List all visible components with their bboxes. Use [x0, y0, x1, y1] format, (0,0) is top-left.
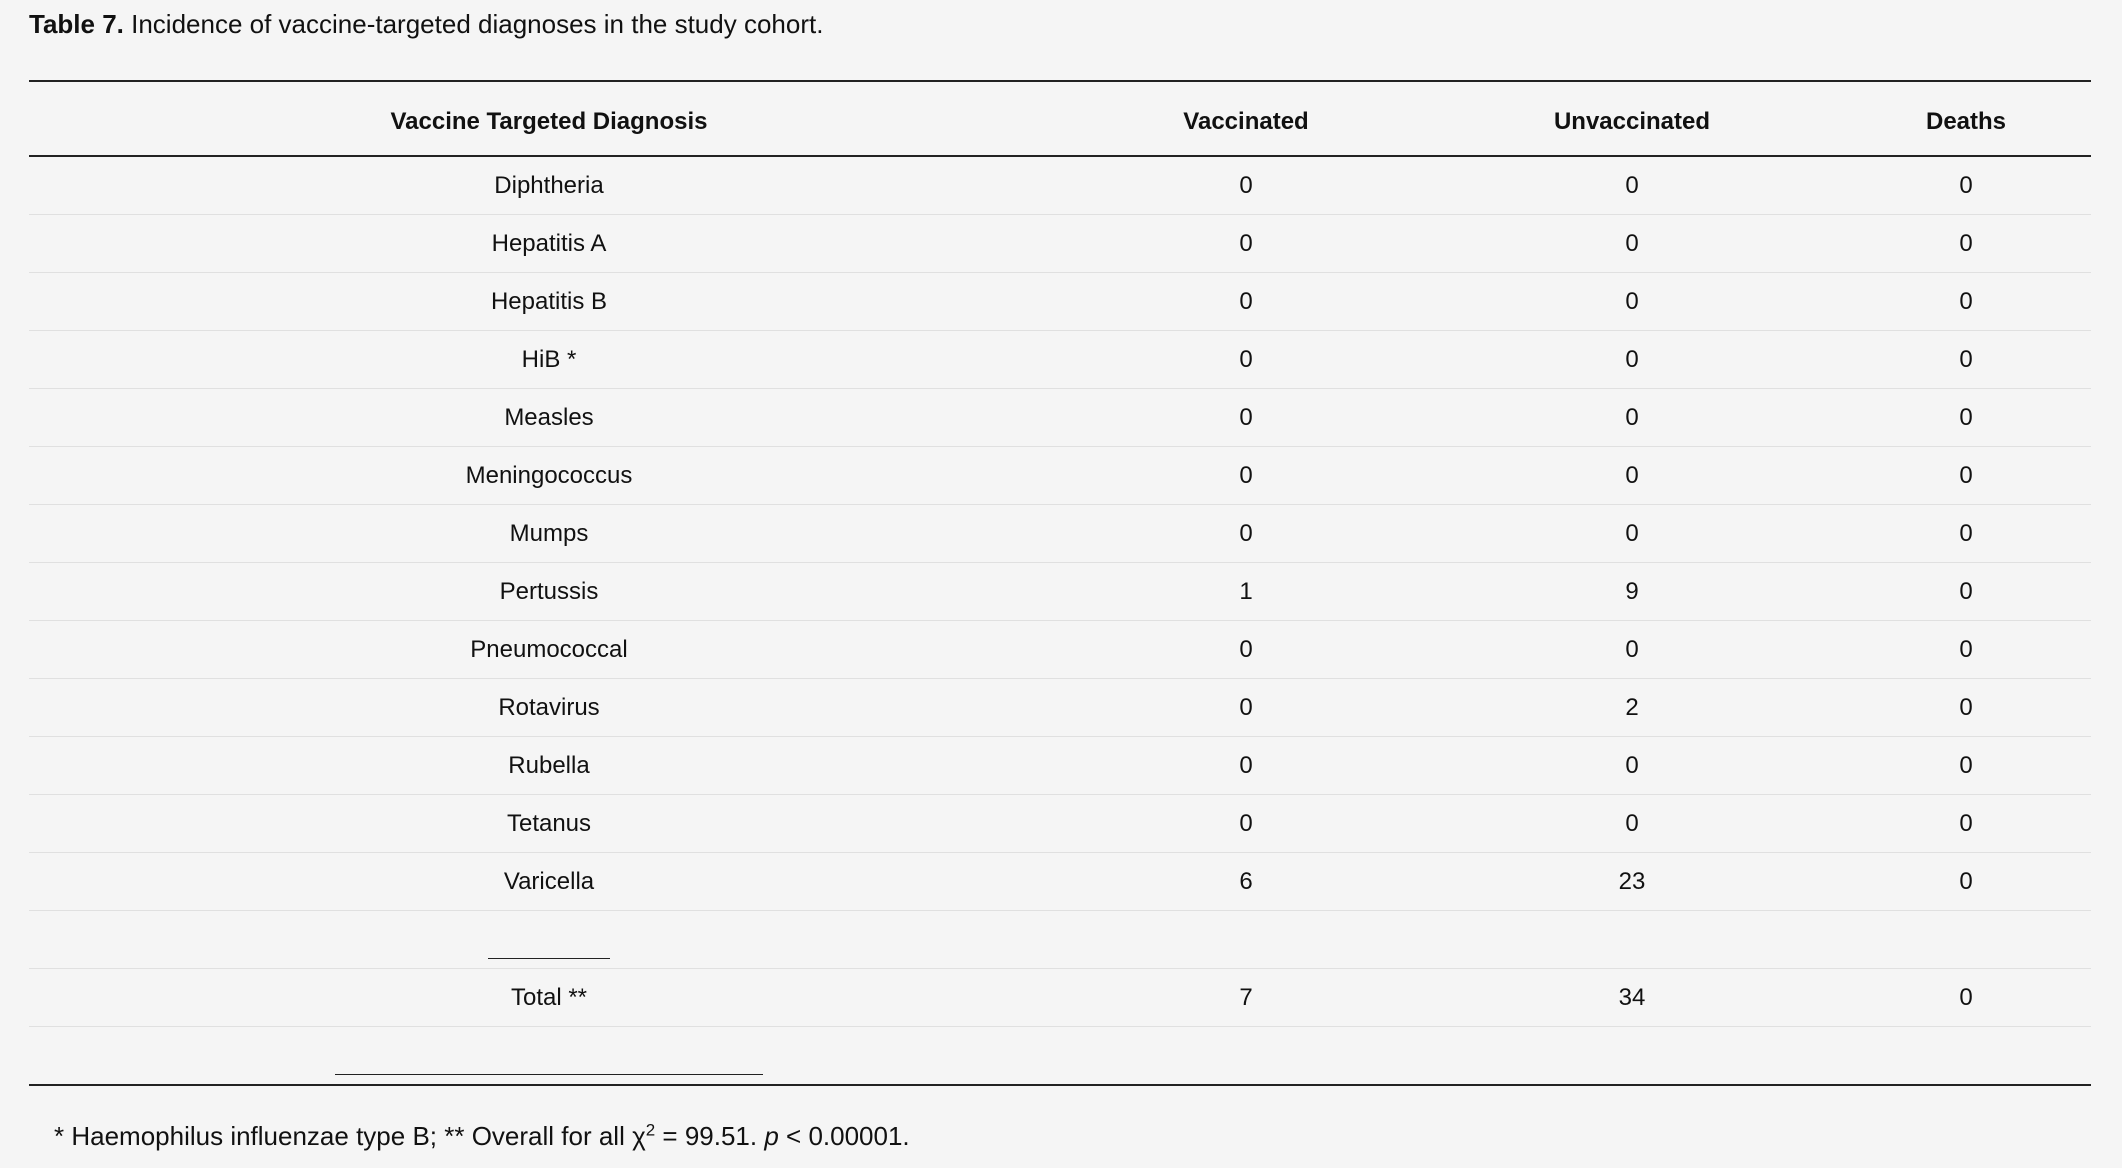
cell-unvaccinated: 2 [1423, 679, 1841, 737]
cell-unvaccinated: 0 [1423, 505, 1841, 563]
cell-unvaccinated: 0 [1423, 331, 1841, 389]
cell-vaccinated: 0 [1069, 389, 1423, 447]
table-row [29, 505, 2091, 563]
footnote-text-3: < 0.00001. [778, 1121, 910, 1151]
cell-deaths: 0 [1841, 737, 2091, 795]
cell-diagnosis: Rotavirus [29, 679, 1069, 737]
long-rule-divider [335, 1074, 763, 1075]
cell-unvaccinated: 0 [1423, 389, 1841, 447]
cell-unvaccinated: 9 [1423, 563, 1841, 621]
cell-vaccinated: 0 [1069, 505, 1423, 563]
cell-unvaccinated: 0 [1423, 215, 1841, 273]
cell-unvaccinated: 0 [1423, 156, 1841, 215]
separator-cell [1069, 911, 1423, 969]
total-deaths: 0 [1841, 969, 2091, 1027]
cell-diagnosis: Pertussis [29, 563, 1069, 621]
cell-vaccinated: 0 [1069, 679, 1423, 737]
cell-diagnosis: Pneumococcal [29, 621, 1069, 679]
total-vaccinated: 7 [1069, 969, 1423, 1027]
cell-deaths: 0 [1841, 447, 2091, 505]
cell-vaccinated: 0 [1069, 621, 1423, 679]
table-row [29, 679, 2091, 737]
table-row [29, 389, 2091, 447]
total-row [29, 969, 2091, 1027]
data-table [29, 82, 2091, 1084]
footnote-p-symbol: p [764, 1121, 779, 1151]
short-rule-divider [488, 958, 610, 959]
cell-diagnosis: Meningococcus [29, 447, 1069, 505]
table-row [29, 795, 2091, 853]
cell-diagnosis: Tetanus [29, 795, 1069, 853]
cell-deaths: 0 [1841, 156, 2091, 215]
cell-unvaccinated: 0 [1423, 447, 1841, 505]
cell-deaths: 0 [1841, 795, 2091, 853]
footnote-text-2: = 99.51. [655, 1121, 765, 1151]
table-row [29, 737, 2091, 795]
table-row [29, 156, 2091, 215]
cell-diagnosis: HiB * [29, 331, 1069, 389]
cell-diagnosis: Hepatitis A [29, 215, 1069, 273]
header-deaths: Deaths [1841, 82, 2091, 156]
cell-deaths: 0 [1841, 505, 2091, 563]
separator-row [29, 911, 2091, 969]
cell-unvaccinated: 0 [1423, 273, 1841, 331]
cell-deaths: 0 [1841, 331, 2091, 389]
separator-cell [1069, 1027, 1423, 1085]
cell-diagnosis: Diphtheria [29, 156, 1069, 215]
cell-diagnosis: Mumps [29, 505, 1069, 563]
table-row [29, 273, 2091, 331]
cell-vaccinated: 0 [1069, 215, 1423, 273]
header-unvaccinated: Unvaccinated [1423, 82, 1841, 156]
cell-vaccinated: 0 [1069, 156, 1423, 215]
separator-cell [1841, 1027, 2091, 1085]
table-row [29, 447, 2091, 505]
table-footnote [54, 1118, 910, 1154]
table-row [29, 853, 2091, 911]
cell-diagnosis: Measles [29, 389, 1069, 447]
cell-vaccinated: 0 [1069, 273, 1423, 331]
caption-label: Table 7. [29, 9, 124, 39]
cell-unvaccinated: 0 [1423, 795, 1841, 853]
header-diagnosis: Vaccine Targeted Diagnosis [29, 82, 1069, 156]
cell-deaths: 0 [1841, 621, 2091, 679]
table-row [29, 621, 2091, 679]
cell-vaccinated: 0 [1069, 447, 1423, 505]
total-unvaccinated: 34 [1423, 969, 1841, 1027]
footnote-superscript: 2 [645, 1120, 656, 1140]
data-table-container [29, 80, 2091, 1086]
table-row [29, 331, 2091, 389]
caption-text: Incidence of vaccine-targeted diagnoses in the study cohort. [131, 9, 824, 39]
table-row [29, 563, 2091, 621]
cell-vaccinated: 0 [1069, 331, 1423, 389]
cell-deaths: 0 [1841, 389, 2091, 447]
cell-diagnosis: Rubella [29, 737, 1069, 795]
cell-unvaccinated: 23 [1423, 853, 1841, 911]
separator-cell [1841, 911, 2091, 969]
cell-deaths: 0 [1841, 679, 2091, 737]
table-row [29, 215, 2091, 273]
separator-cell [29, 1027, 1069, 1085]
cell-deaths: 0 [1841, 215, 2091, 273]
cell-vaccinated: 1 [1069, 563, 1423, 621]
cell-diagnosis: Hepatitis B [29, 273, 1069, 331]
table-header-row [29, 82, 2091, 156]
table-caption [29, 6, 823, 42]
cell-vaccinated: 0 [1069, 795, 1423, 853]
cell-deaths: 0 [1841, 273, 2091, 331]
header-vaccinated: Vaccinated [1069, 82, 1423, 156]
cell-deaths: 0 [1841, 853, 2091, 911]
separator-cell [1423, 911, 1841, 969]
cell-unvaccinated: 0 [1423, 621, 1841, 679]
cell-vaccinated: 6 [1069, 853, 1423, 911]
cell-unvaccinated: 0 [1423, 737, 1841, 795]
separator-cell [29, 911, 1069, 969]
total-label: Total ** [29, 969, 1069, 1027]
footnote-text-1: * Haemophilus influenzae type B; ** Overall for all χ [54, 1121, 646, 1151]
separator-cell [1423, 1027, 1841, 1085]
cell-diagnosis: Varicella [29, 853, 1069, 911]
cell-deaths: 0 [1841, 563, 2091, 621]
separator-row [29, 1027, 2091, 1085]
cell-vaccinated: 0 [1069, 737, 1423, 795]
